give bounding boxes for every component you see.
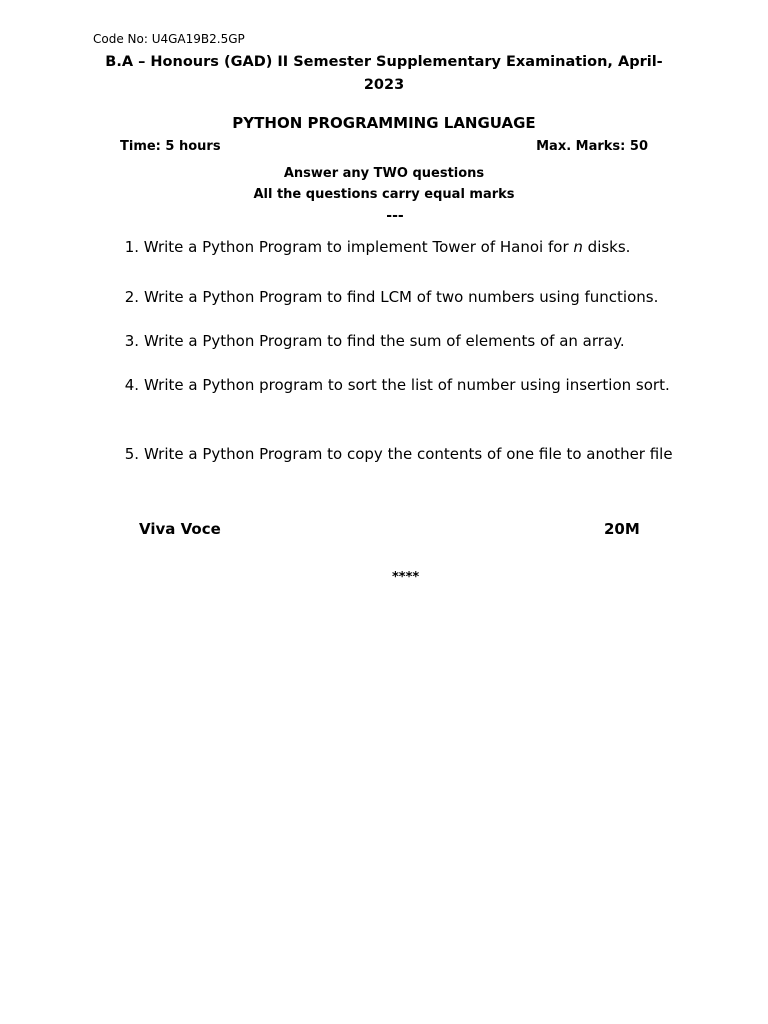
question-number: 1.: [124, 238, 139, 256]
question-number: 2.: [124, 288, 139, 306]
question-variable: n: [573, 238, 583, 256]
question-item: [112, 441, 674, 467]
max-marks: Max. Marks: 50: [536, 139, 648, 154]
question-item: [112, 372, 674, 398]
question-item: [112, 328, 674, 354]
question-item: [112, 234, 674, 260]
viva-voce-marks: 20M: [604, 520, 640, 538]
code-number: Code No: U4GA19B2.5GP: [93, 32, 245, 46]
exam-duration: Time: 5 hours: [120, 139, 221, 154]
question-item: [112, 284, 674, 310]
separator: ---: [386, 208, 404, 224]
question-number: 5.: [124, 445, 139, 463]
question-text: Write a Python Program to copy the contents of one file to another file: [144, 445, 673, 463]
viva-voce-label: Viva Voce: [139, 520, 221, 538]
question-text: Write a Python program to sort the list of number using insertion sort.: [144, 376, 670, 394]
question-number: 4.: [124, 376, 139, 394]
end-marker: ****: [392, 570, 420, 585]
question-text: [139, 234, 674, 260]
instruction-equal-marks: All the questions carry equal marks: [253, 187, 515, 202]
question-number: 3.: [124, 332, 139, 350]
instruction-answer-two: Answer any TWO questions: [283, 166, 485, 181]
question-text-part: disks.: [582, 238, 631, 256]
exam-title: B.A – Honours (GAD) II Semester Supplementary Examination, April-2023: [105, 54, 663, 93]
subject-title: PYTHON PROGRAMMING LANGUAGE: [232, 114, 536, 132]
question-text: Write a Python Program to find LCM of two numbers using functions.: [144, 288, 659, 306]
question-text-part: Write a Python Program to implement Tower of Hanoi for: [143, 238, 574, 256]
question-text: Write a Python Program to find the sum of elements of an array.: [144, 332, 625, 350]
